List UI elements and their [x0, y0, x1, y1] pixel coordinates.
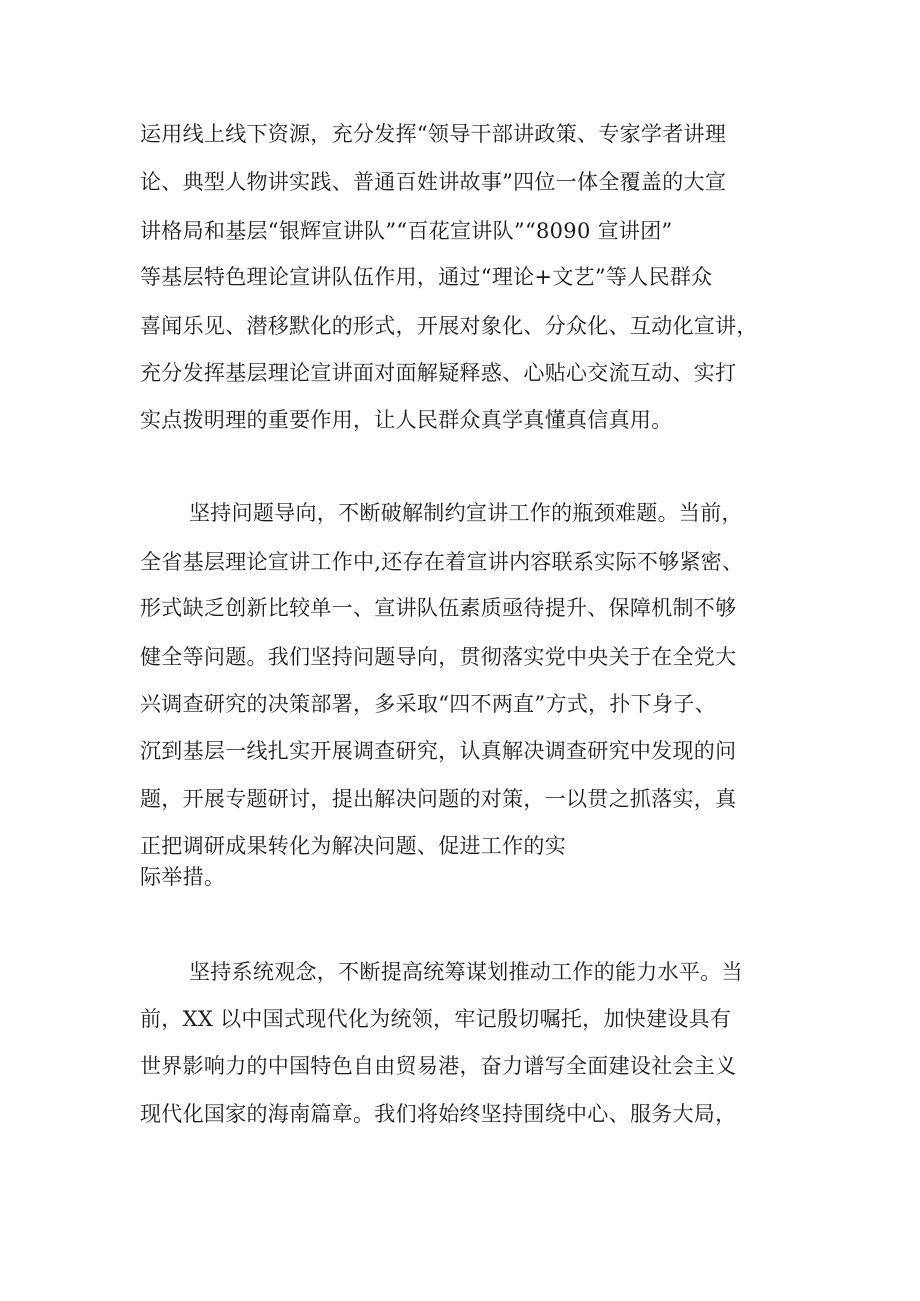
text-line: 等基层特色理论宣讲队伍作用，通过“理论+文艺”等人民群众: [140, 265, 713, 289]
text-line: 喜闻乐见、潜移默化的形式，开展对象化、分众化、互动化宣讲，: [140, 314, 758, 338]
text-line: 全省基层理论宣讲工作中,还存在着宣讲内容联系实际不够紧密、: [140, 550, 744, 574]
text-line: 健全等问题。我们坚持问题导向，贯彻落实党中央关于在全党大: [140, 645, 737, 669]
text-line: 现代化国家的海南篇章。我们将始终坚持围绕中心、服务大局，: [140, 1102, 737, 1126]
text-line: 际举措。: [140, 865, 226, 889]
text-line: 正把调研成果转化为解决问题、促进工作的实: [140, 834, 566, 858]
text-line: 兴调查研究的决策部署，多采取“四不两直”方式，扑下身子、: [140, 692, 716, 716]
text-line: 题，开展专题研讨，提出解决问题的对策，一以贯之抓落实，真: [140, 787, 737, 811]
text-line: 论、典型人物讲实践、普通百姓讲故事”四位一体全覆盖的大宣: [140, 170, 727, 194]
text-line: 世界影响力的中国特色自由贸易港，奋力谱写全面建设社会主义: [140, 1054, 737, 1078]
text-line: 实点拨明理的重要作用，让人民群众真学真懂真信真用。: [140, 408, 673, 432]
text-line: 运用线上线下资源，充分发挥“领导干部讲政策、专家学者讲理: [140, 122, 727, 146]
text-line: 坚持系统观念，不断提高统筹谋划推动工作的能力水平。当: [189, 960, 743, 984]
text-line: 充分发挥基层理论宣讲面对面解疑释惑、心贴心交流互动、实打: [140, 361, 737, 385]
text-line: 讲格局和基层“银辉宣讲队”“百花宣讲队”“8090 宣讲团”: [140, 219, 673, 243]
text-line: 沉到基层一线扎实开展调查研究，认真解决调查研究中发现的问: [140, 739, 737, 763]
text-line: 前，XX 以中国式现代化为统领，牢记殷切嘱托，加快建设具有: [140, 1007, 732, 1031]
text-line: 坚持问题导向，不断破解制约宣讲工作的瓶颈难题。当前，: [189, 501, 743, 525]
text-line: 形式缺乏创新比较单一、宣讲队伍素质亟待提升、保障机制不够: [140, 596, 737, 620]
